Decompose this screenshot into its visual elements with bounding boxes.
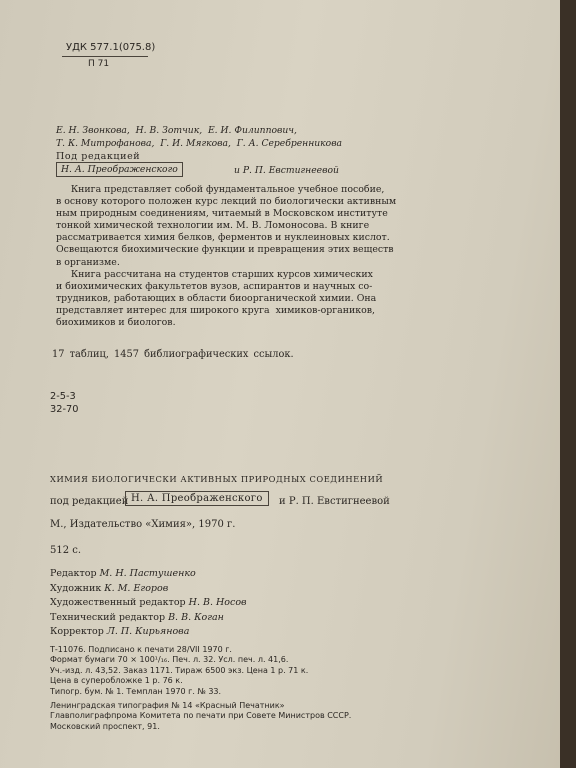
publisher-code-1: 2-5-3 — [50, 391, 76, 402]
credit-name: В. В. Коган — [168, 611, 224, 623]
credit-name: К. М. Егоров — [104, 582, 169, 594]
imprint-line: Т-11076. Подписано к печати 28/VII 1970 г. — [50, 645, 232, 654]
imprint-line: Цена в суперобложке 1 р. 76 к. — [50, 676, 183, 686]
credit-role: Технический редактор — [50, 611, 166, 623]
imprint-line: Типогр. бум. № 1. Темплан 1970 г. № 33. — [50, 686, 222, 696]
abstract-line: Освещаются биохимические функции и превращения этих веществ — [56, 244, 394, 256]
abstract-line: Книга представляет собой фундаментальное учебное пособие, — [56, 184, 385, 195]
abstract-line: представляет интерес для широкого круга химиков-органиков, — [56, 304, 376, 316]
authors-line: Е. Н. Звонкова, Н. В. Зотчик, Е. И. Филиппович, — [56, 125, 297, 136]
printer-block — [50, 701, 351, 732]
catalog-code: П 71 — [88, 59, 110, 69]
credit-name: Л. П. Кирьянова — [106, 626, 190, 638]
printer-line: Московский проспект, 91. — [50, 721, 160, 731]
book-title: ХИМИЯ БИОЛОГИЧЕСКИ АКТИВНЫХ ПРИРОДНЫХ СОЕДИНЕНИЙ — [50, 474, 384, 484]
udk-index: УДК 577.1(075.8) — [66, 42, 156, 53]
printer-line: Главполиграфпрома Комитета по печати при Совете Министров СССР. — [50, 711, 352, 721]
authors-line: Т. К. Митрофанова, Г. И. Мягкова, Г. А. Серебренникова — [56, 138, 343, 149]
editor2-second-name: и Р. П. Евстигнеевой — [279, 496, 390, 507]
authors-block — [56, 124, 342, 150]
bleed-through-decoration — [232, 46, 552, 97]
credits-block — [50, 567, 247, 640]
credit-role: Корректор — [50, 626, 104, 638]
abstract-line: биохимиков и биологов. — [56, 317, 176, 329]
editor-label: Под редакцией — [56, 151, 141, 162]
abstract-line: трудников, работающих в области биоорганической химии. Она — [56, 292, 377, 304]
editor2-label: под редакцией — [50, 496, 129, 507]
abstract-line: ным природным соединениям, читаемый в Московском институте — [56, 208, 388, 220]
credit-name: Н. В. Носов — [188, 597, 247, 609]
abstract-line: в организме. — [56, 256, 120, 268]
credit-role: Художник — [50, 582, 102, 594]
tables-and-references-count: 17 таблиц, 1457 библиографических ссылок. — [52, 349, 294, 360]
abstract-line: тонкой химической технологии им. М. В. Ломоносова. В книге — [56, 220, 370, 232]
abstract-line: и биохимических факультетов вузов, аспирантов и научных со- — [56, 280, 373, 292]
publisher-code-2: 32-70 — [50, 404, 79, 415]
editor-boxed-name: Н. А. Преображенского — [56, 162, 183, 177]
abstract-line: Книга рассчитана на студентов старших курсов химических — [56, 268, 373, 280]
udk-divider — [62, 56, 148, 57]
publisher-line: М., Издательство «Химия», 1970 г. — [50, 519, 236, 530]
credit-role: Редактор — [50, 568, 97, 579]
printer-line: Ленинградская типография № 14 «Красный Печатник» — [50, 701, 285, 710]
imprint-line: Формат бумаги 70 × 100¹/₁₆. Печ. л. 32. Усл. печ. л. 41,6. — [50, 655, 289, 665]
editor-second-name: и Р. П. Евстигнеевой — [234, 165, 339, 176]
page-count: 512 с. — [50, 545, 82, 556]
abstract-text — [56, 184, 416, 329]
imprint-line: Уч.-изд. л. 43,52. Заказ 1171. Тираж 6500 экз. Цена 1 р. 71 к. — [50, 665, 309, 675]
imprint-block — [50, 645, 308, 697]
abstract-line: рассматривается химия белков, ферментов и нуклеиновых кислот. — [56, 232, 390, 244]
credit-name: М. Н. Пастушенко — [99, 568, 196, 579]
abstract-line: в основу которого положен курс лекций по биологически активным — [56, 196, 397, 208]
editor2-boxed-name: Н. А. Преображенского — [125, 491, 269, 506]
credit-role: Художественный редактор — [50, 597, 186, 609]
